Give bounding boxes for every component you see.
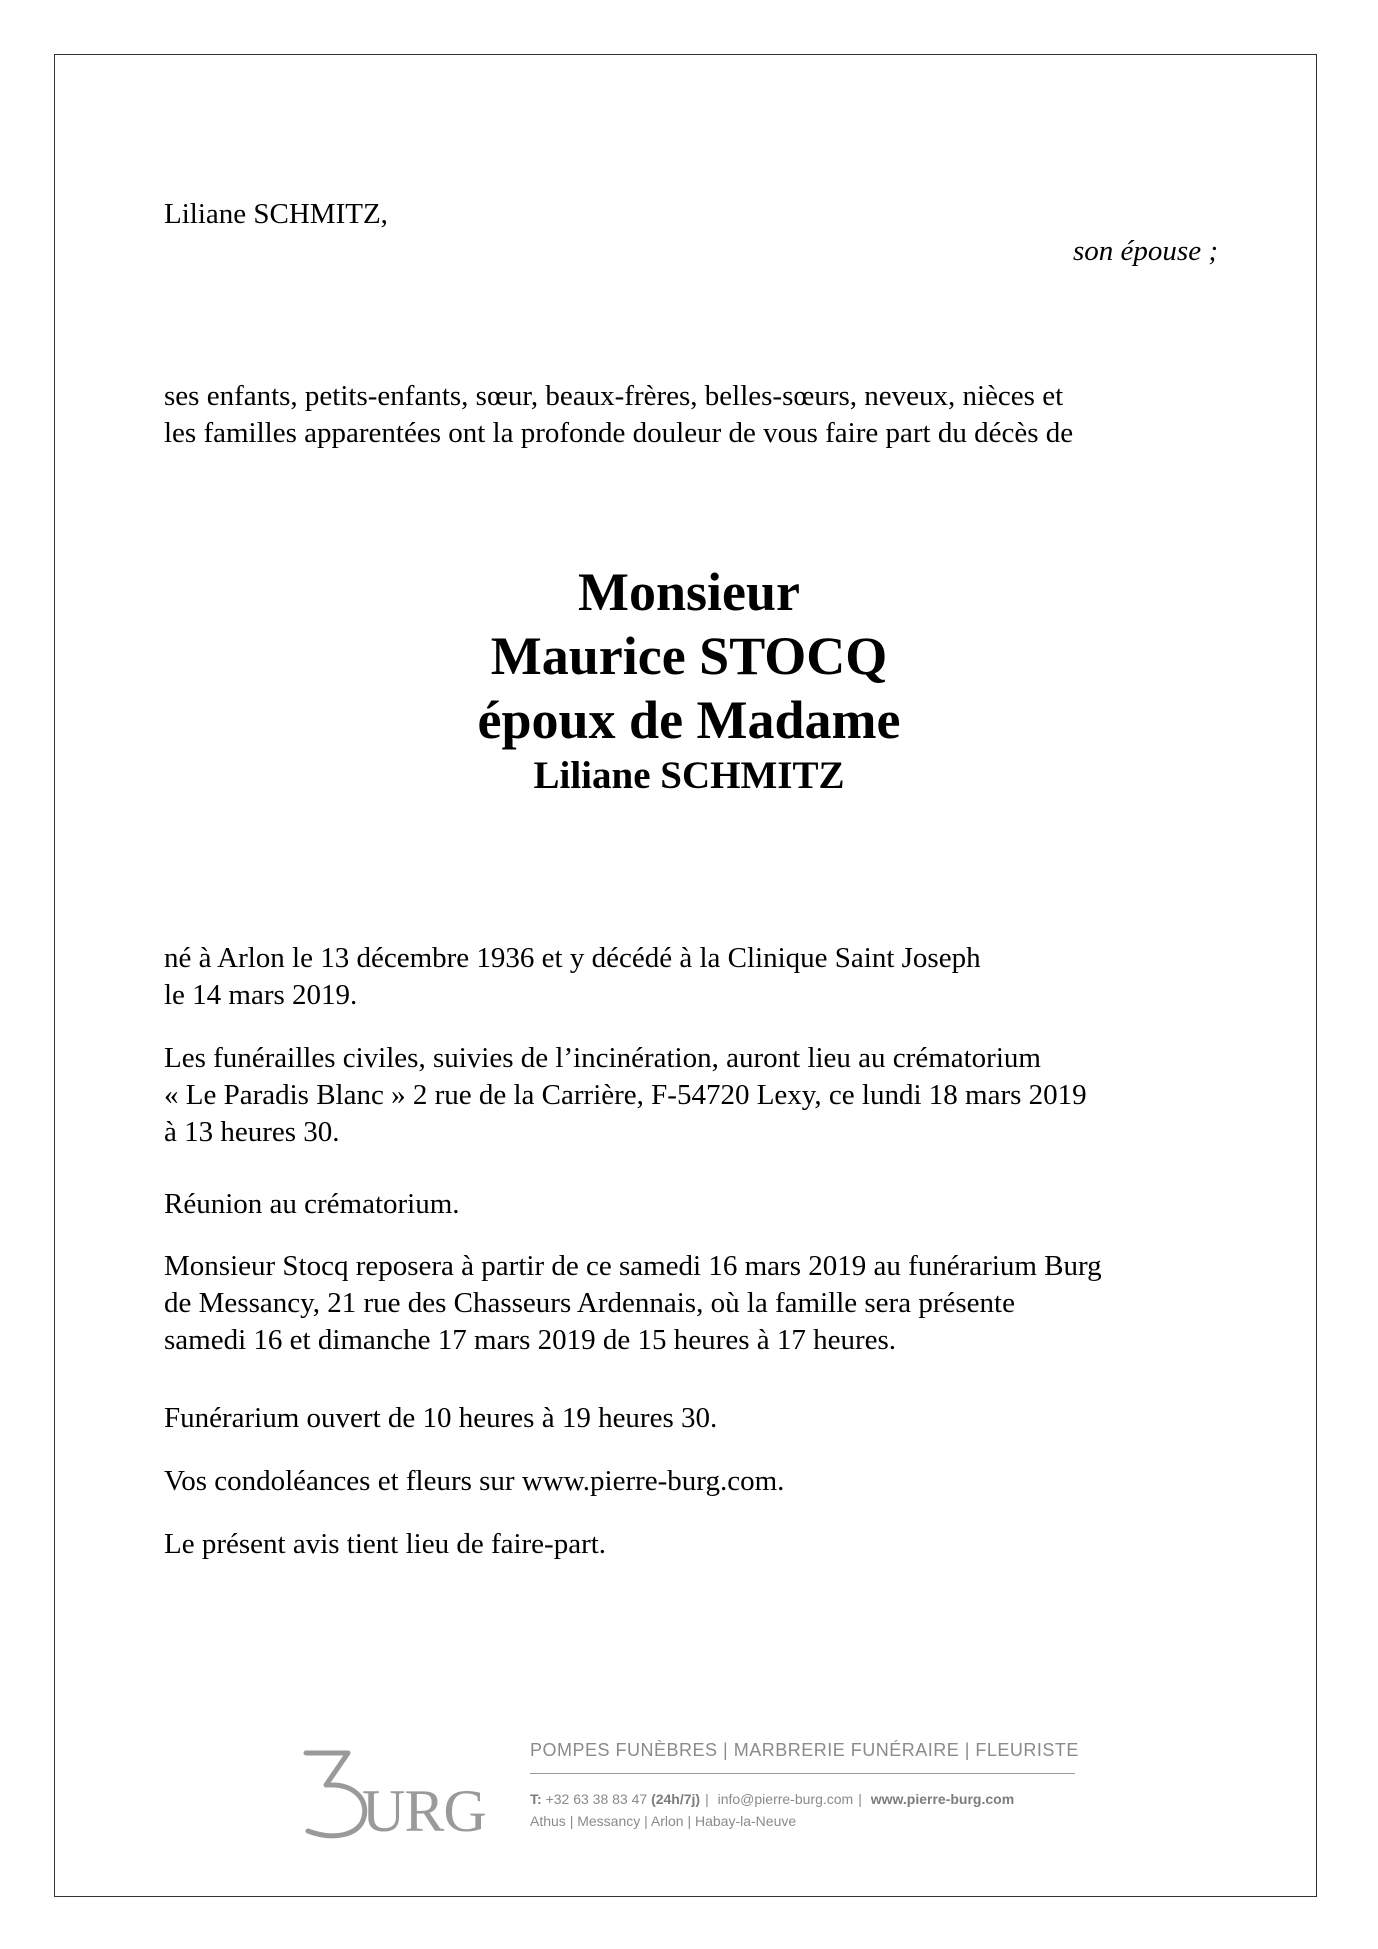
rest-line-1: Monsieur Stocq reposera à partir de ce samedi 16 mars 2019 au funérarium Burg [164,1250,1102,1282]
phone-number: +32 63 38 83 47 [545,1791,648,1807]
notice-text: Le présent avis tient lieu de faire-part. [164,1528,607,1560]
phone-label: T: [530,1791,542,1807]
intro-line-1: ses enfants, petits-enfants, sœur, beaux-frères, belles-sœurs, neveux, nièces et [164,380,1064,412]
opening-hours: Funérarium ouvert de 10 heures à 19 heures 30. [164,1402,718,1434]
footer-services: POMPES FUNÈBRES | MARBRERIE FUNÉRAIRE | FLEURISTE [530,1740,1079,1760]
deceased-spouse: Liliane SCHMITZ [533,754,845,797]
deceased-title: Monsieur [578,562,800,622]
deceased-name-block [0,560,1378,800]
footer-divider [530,1773,1075,1774]
footer [0,1735,1378,1855]
website-link[interactable]: www.pierre-burg.com [870,1791,1015,1807]
deceased-name: Maurice STOCQ [490,626,888,686]
spouse-name: Liliane SCHMITZ, [164,198,388,230]
spouse-relation: son épouse ; [1073,235,1218,267]
funeral-line-1: Les funérailles civiles, suivies de l’incinération, auront lieu au crématorium [164,1042,1041,1074]
condolences-text: Vos condoléances et fleurs sur www.pierre-burg.com. [164,1465,785,1497]
birth-line-1: né à Arlon le 13 décembre 1936 et y décédé à la Clinique Saint Joseph [164,942,981,974]
deceased-relation: époux de Madame [477,690,901,750]
funeral-line-3: à 13 heures 30. [164,1116,340,1148]
reunion-text: Réunion au crématorium. [164,1188,460,1220]
burg-logo [298,1741,488,1841]
birth-line-2: le 14 mars 2019. [164,979,358,1011]
footer-info [530,1735,1079,1832]
email-link[interactable]: info@pierre-burg.com [717,1791,854,1807]
phone-hours: (24h/7j) [651,1791,701,1807]
rest-line-2: de Messancy, 21 rue des Chasseurs Ardennais, où la famille sera présente [164,1287,1015,1319]
svg-text:URG: URG [362,1778,486,1841]
footer-locations: Athus | Messancy | Arlon | Habay-la-Neuve [530,1813,797,1829]
footer-contact-line: T: +32 63 38 83 47 (24h/7j) | info@pierre-burg.com | www.pierre-burg.com [530,1791,1015,1807]
funeral-line-2: « Le Paradis Blanc » 2 rue de la Carrière, F-54720 Lexy, ce lundi 18 mars 2019 [164,1079,1087,1111]
intro-line-2: les familles apparentées ont la profonde douleur de vous faire part du décès de [164,417,1074,449]
rest-line-3: samedi 16 et dimanche 17 mars 2019 de 15 heures à 17 heures. [164,1324,897,1356]
